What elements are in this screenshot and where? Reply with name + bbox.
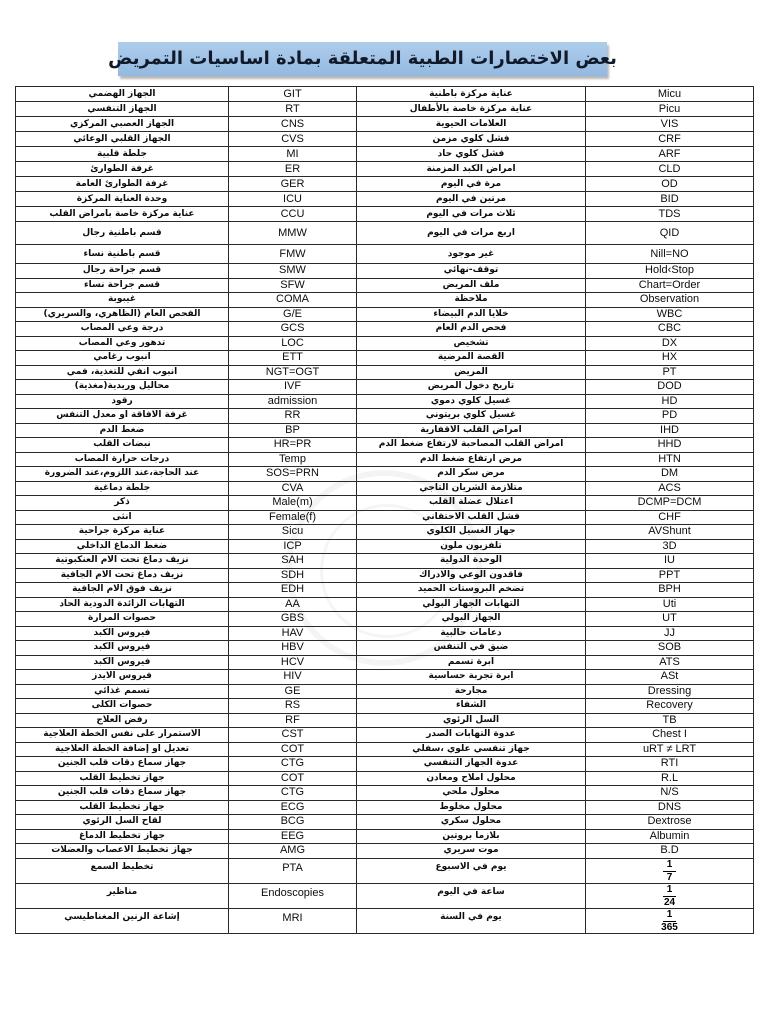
abbreviation-left-cell: SOS=PRN [229, 467, 357, 482]
table-row [16, 858, 754, 883]
abbreviation-right-cell: RTI [586, 757, 754, 772]
meaning-right-cell: موت سريري [357, 844, 586, 859]
meaning-right-cell: تاريخ دخول المريض [357, 380, 586, 395]
meaning-right-cell: فشل القلب الاحتقاني [357, 510, 586, 525]
abbreviation-left-cell: Sicu [229, 525, 357, 540]
abbreviation-left-cell: CCU [229, 207, 357, 222]
meaning-right-cell: غسيل كلوي دموي [357, 394, 586, 409]
meaning-right-cell: السل الرئوي [357, 713, 586, 728]
meaning-left-cell: تدهور وعي المصاب [16, 336, 229, 351]
meaning-right-cell: امراض القلب المصاحبة لارتفاع ضغط الدم [357, 438, 586, 453]
meaning-right-cell: مرة في اليوم [357, 177, 586, 192]
abbreviations-table [15, 86, 754, 934]
table-row [16, 293, 754, 308]
meaning-left-cell: جهاز سماع دقات قلب الجنين [16, 786, 229, 801]
abbreviation-right-cell: Dressing [586, 684, 754, 699]
meaning-right-cell: ملف المريض [357, 278, 586, 293]
abbreviation-right-cell: Uti [586, 597, 754, 612]
table-row [16, 438, 754, 453]
table-row [16, 336, 754, 351]
meaning-right-cell: محلول مخلوط [357, 800, 586, 815]
abbreviation-left-cell: COT [229, 771, 357, 786]
meaning-right-cell: عدوة التهابات الصدر [357, 728, 586, 743]
meaning-left-cell: فيروس الكبد [16, 655, 229, 670]
abbreviation-right-cell: ARF [586, 147, 754, 162]
meaning-left-cell: فيروس الايدز [16, 670, 229, 685]
abbreviation-right-cell: R.L [586, 771, 754, 786]
meaning-left-cell: مناظير [16, 883, 229, 908]
table-row [16, 496, 754, 511]
meaning-left-cell: تعديل او إضافة الخطة العلاجية [16, 742, 229, 757]
abbreviation-right-cell: DX [586, 336, 754, 351]
meaning-left-cell: حصوات المرارة [16, 612, 229, 627]
meaning-right-cell: ابرة تجربة حساسية [357, 670, 586, 685]
abbreviation-right-cell: ASt [586, 670, 754, 685]
meaning-left-cell: ضغط الدماغ الداخلي [16, 539, 229, 554]
table-row [16, 147, 754, 162]
abbreviation-left-cell: GCS [229, 322, 357, 337]
abbreviation-right-cell: TDS [586, 207, 754, 222]
meaning-left-cell: غيبوبة [16, 293, 229, 308]
abbreviation-right-cell: DCMP=DCM [586, 496, 754, 511]
abbreviation-right-cell [586, 908, 754, 933]
meaning-left-cell: الاستمرار على نفس الخطة العلاجية [16, 728, 229, 743]
meaning-right-cell: الجهاز البولي [357, 612, 586, 627]
abbreviation-right-cell: Albumin [586, 829, 754, 844]
abbreviation-right-cell [586, 883, 754, 908]
table-row [16, 87, 754, 102]
table-row [16, 177, 754, 192]
table-row [16, 626, 754, 641]
abbreviation-left-cell: COT [229, 742, 357, 757]
abbreviation-right-cell: Recovery [586, 699, 754, 714]
meaning-left-cell: نبضات القلب [16, 438, 229, 453]
table-row [16, 117, 754, 132]
abbreviation-right-cell: ATS [586, 655, 754, 670]
meaning-left-cell: الفحص العام (الظاهري، والسريري) [16, 307, 229, 322]
meaning-right-cell: يوم في السنة [357, 908, 586, 933]
meaning-left-cell: جهاز تخطيط الدماغ [16, 829, 229, 844]
table-row [16, 655, 754, 670]
meaning-right-cell: عناية مركزة باطنية [357, 87, 586, 102]
meaning-left-cell: نزيف دماغ تحت الام الجافية [16, 568, 229, 583]
table-row [16, 641, 754, 656]
abbreviation-left-cell: AMG [229, 844, 357, 859]
abbreviation-right-cell: BID [586, 192, 754, 207]
abbreviation-right-cell: SOB [586, 641, 754, 656]
table-row [16, 612, 754, 627]
abbreviation-left-cell: HCV [229, 655, 357, 670]
table-row [16, 539, 754, 554]
meaning-right-cell: دعامات حالبية [357, 626, 586, 641]
table-row [16, 597, 754, 612]
meaning-left-cell: غرفة الطوارئ [16, 162, 229, 177]
abbreviation-left-cell: RR [229, 409, 357, 424]
meaning-right-cell: محلول املاح ومعادن [357, 771, 586, 786]
fraction-denominator: 24 [663, 896, 676, 908]
meaning-right-cell: اربع مرات في اليوم [357, 222, 586, 245]
abbreviation-right-cell: Chest I [586, 728, 754, 743]
abbreviation-left-cell: G/E [229, 307, 357, 322]
table-row [16, 786, 754, 801]
abbreviation-left-cell: Male(m) [229, 496, 357, 511]
abbreviation-left-cell: RS [229, 699, 357, 714]
meaning-right-cell: تلفزيون ملون [357, 539, 586, 554]
table-row [16, 245, 754, 264]
meaning-left-cell: حصوات الكلى [16, 699, 229, 714]
meaning-left-cell: قسم جراحة نساء [16, 278, 229, 293]
meaning-left-cell: انبوب رغامي [16, 351, 229, 366]
table-row [16, 132, 754, 147]
table-row [16, 908, 754, 933]
abbreviation-left-cell: NGT=OGT [229, 365, 357, 380]
abbreviation-right-cell: HX [586, 351, 754, 366]
abbreviation-left-cell: Temp [229, 452, 357, 467]
meaning-right-cell: العلامات الحيوية [357, 117, 586, 132]
fraction-denominator: 365 [661, 921, 678, 933]
table-row [16, 102, 754, 117]
meaning-right-cell: مرتين في اليوم [357, 192, 586, 207]
abbreviation-left-cell: BCG [229, 815, 357, 830]
abbreviation-right-cell: uRT ≠ LRT [586, 742, 754, 757]
abbreviation-right-cell: Dextrose [586, 815, 754, 830]
abbreviation-left-cell: GBS [229, 612, 357, 627]
meaning-right-cell: جهاز تنفسي علوي ،سفلي [357, 742, 586, 757]
abbreviation-right-cell: PD [586, 409, 754, 424]
fraction [663, 860, 677, 883]
abbreviation-left-cell: HIV [229, 670, 357, 685]
abbreviation-right-cell: OD [586, 177, 754, 192]
meaning-right-cell: فشل كلوي حاد [357, 147, 586, 162]
table-row [16, 815, 754, 830]
meaning-left-cell: غرفة الطوارئ العامة [16, 177, 229, 192]
abbreviation-right-cell: DOD [586, 380, 754, 395]
meaning-left-cell: التهابات الزائدة الدودية الحاد [16, 597, 229, 612]
table-row [16, 525, 754, 540]
meaning-right-cell: محلول ملحي [357, 786, 586, 801]
abbreviation-right-cell: HTN [586, 452, 754, 467]
meaning-right-cell: الشفاء [357, 699, 586, 714]
meaning-left-cell: انثى [16, 510, 229, 525]
meaning-left-cell: عناية مركزة خاصة بامراض القلب [16, 207, 229, 222]
abbreviation-right-cell: HD [586, 394, 754, 409]
abbreviation-left-cell: EDH [229, 583, 357, 598]
abbreviation-right-cell: QID [586, 222, 754, 245]
table-row [16, 844, 754, 859]
table-row [16, 409, 754, 424]
fraction-numerator: 1 [663, 860, 677, 872]
meaning-left-cell: غرفة الافاقة او معدل التنفس [16, 409, 229, 424]
fraction-numerator: 1 [663, 885, 677, 897]
abbreviation-left-cell: SFW [229, 278, 357, 293]
meaning-left-cell: الجهاز الهضمي [16, 87, 229, 102]
meaning-left-cell: نزيف دماغ تحت الام العنكبوتية [16, 554, 229, 569]
table-row [16, 394, 754, 409]
meaning-left-cell: قسم باطنية نساء [16, 245, 229, 264]
meaning-right-cell: القصة المرضية [357, 351, 586, 366]
abbreviation-right-cell: PT [586, 365, 754, 380]
table-row [16, 278, 754, 293]
abbreviation-right-cell: TB [586, 713, 754, 728]
meaning-right-cell: مرض سكر الدم [357, 467, 586, 482]
table-row [16, 728, 754, 743]
fraction [661, 910, 678, 933]
meaning-right-cell: ملاحظة [357, 293, 586, 308]
abbreviation-right-cell: HHD [586, 438, 754, 453]
table-row [16, 883, 754, 908]
meaning-left-cell: جهاز تخطيط الاعصاب والعضلات [16, 844, 229, 859]
abbreviation-right-cell: DNS [586, 800, 754, 815]
meaning-right-cell: امراض القلب الاقفارية [357, 423, 586, 438]
table-row [16, 423, 754, 438]
meaning-left-cell: ضغط الدم [16, 423, 229, 438]
table-row [16, 162, 754, 177]
abbreviation-left-cell: HR=PR [229, 438, 357, 453]
meaning-left-cell: نزيف فوق الام الجافية [16, 583, 229, 598]
abbreviation-right-cell: N/S [586, 786, 754, 801]
abbreviation-right-cell: IU [586, 554, 754, 569]
table-row [16, 742, 754, 757]
meaning-left-cell: عناية مركزة جراحية [16, 525, 229, 540]
abbreviation-left-cell: SAH [229, 554, 357, 569]
abbreviation-right-cell: AVShunt [586, 525, 754, 540]
fraction [663, 885, 677, 908]
abbreviation-left-cell: LOC [229, 336, 357, 351]
fraction-numerator: 1 [663, 910, 677, 922]
meaning-right-cell: الوحدة الدولية [357, 554, 586, 569]
abbreviation-right-cell: IHD [586, 423, 754, 438]
table-row [16, 568, 754, 583]
table-row [16, 307, 754, 322]
meaning-right-cell: فشل كلوي مزمن [357, 132, 586, 147]
meaning-right-cell: غير موجود [357, 245, 586, 264]
meaning-right-cell: فاقدون الوعي والادراك [357, 568, 586, 583]
meaning-left-cell: لقاح السل الرئوي [16, 815, 229, 830]
table-row [16, 264, 754, 279]
meaning-left-cell: الجهاز التنفسي [16, 102, 229, 117]
document-title: بعض الاختصارات الطبية المتعلقة بمادة اساسيات التمريض [108, 48, 617, 69]
table-row [16, 771, 754, 786]
meaning-right-cell: التهابات الجهاز البولي [357, 597, 586, 612]
abbreviation-left-cell: CST [229, 728, 357, 743]
meaning-right-cell: عناية مركزة خاصة بالأطفال [357, 102, 586, 117]
table-row [16, 481, 754, 496]
meaning-right-cell: المريض [357, 365, 586, 380]
meaning-left-cell: فيروس الكبد [16, 641, 229, 656]
abbreviation-left-cell: SDH [229, 568, 357, 583]
meaning-right-cell: ثلاث مرات في اليوم [357, 207, 586, 222]
fraction-denominator: 7 [666, 871, 673, 883]
title-banner [108, 42, 617, 76]
abbreviation-right-cell [586, 858, 754, 883]
table-row [16, 222, 754, 245]
table-row [16, 684, 754, 699]
meaning-right-cell: مرض ارتفاع ضغط الدم [357, 452, 586, 467]
meaning-left-cell: انبوب انفي للتغذية، فمي [16, 365, 229, 380]
table-row [16, 583, 754, 598]
meaning-right-cell: تشخيص [357, 336, 586, 351]
table-row [16, 757, 754, 772]
meaning-left-cell: تسمم غذائي [16, 684, 229, 699]
abbreviation-left-cell: HBV [229, 641, 357, 656]
abbreviation-right-cell: UT [586, 612, 754, 627]
meaning-left-cell: قسم باطنية رجال [16, 222, 229, 245]
table-row [16, 380, 754, 395]
meaning-left-cell: جهاز تخطيط القلب [16, 771, 229, 786]
abbreviation-right-cell: Hold‹Stop [586, 264, 754, 279]
table-row [16, 192, 754, 207]
meaning-right-cell: فحص الدم العام [357, 322, 586, 337]
meaning-right-cell: بلازما بروتين [357, 829, 586, 844]
abbreviation-left-cell: RT [229, 102, 357, 117]
meaning-left-cell: إشاعة الرنين المغناطيسي [16, 908, 229, 933]
abbreviation-left-cell: GE [229, 684, 357, 699]
abbreviation-left-cell: CNS [229, 117, 357, 132]
meaning-right-cell: يوم في الاسبوع [357, 858, 586, 883]
abbreviation-left-cell: GIT [229, 87, 357, 102]
abbreviation-right-cell: Picu [586, 102, 754, 117]
abbreviation-left-cell: CVA [229, 481, 357, 496]
abbreviation-left-cell: ER [229, 162, 357, 177]
meaning-left-cell: ذكر [16, 496, 229, 511]
abbreviation-right-cell: Observation [586, 293, 754, 308]
abbreviation-left-cell: ECG [229, 800, 357, 815]
abbreviation-right-cell: CHF [586, 510, 754, 525]
table-row [16, 452, 754, 467]
abbreviation-left-cell: RF [229, 713, 357, 728]
abbreviation-right-cell: WBC [586, 307, 754, 322]
abbreviation-right-cell: JJ [586, 626, 754, 641]
meaning-left-cell: قسم جراحة رجال [16, 264, 229, 279]
meaning-right-cell: مجارحة [357, 684, 586, 699]
table-row [16, 467, 754, 482]
abbreviation-left-cell: ICU [229, 192, 357, 207]
meaning-left-cell: وحدة العناية المركزة [16, 192, 229, 207]
abbreviation-left-cell: admission [229, 394, 357, 409]
abbreviation-right-cell: ACS [586, 481, 754, 496]
abbreviation-left-cell: MMW [229, 222, 357, 245]
abbreviation-left-cell: MI [229, 147, 357, 162]
meaning-left-cell: عند الحاجة،عند اللزوم،عند الضرورة [16, 467, 229, 482]
abbreviation-left-cell: CTG [229, 786, 357, 801]
table-row [16, 365, 754, 380]
table-row [16, 800, 754, 815]
abbreviation-right-cell: B.D [586, 844, 754, 859]
table-row [16, 510, 754, 525]
meaning-right-cell: ساعة في اليوم [357, 883, 586, 908]
meaning-left-cell: جلطة قلبية [16, 147, 229, 162]
meaning-left-cell: جهاز سماع دقات قلب الجنين [16, 757, 229, 772]
meaning-left-cell: الجهاز القلبي الوعائي [16, 132, 229, 147]
abbreviation-left-cell: BP [229, 423, 357, 438]
abbreviation-left-cell: FMW [229, 245, 357, 264]
meaning-right-cell: محلول سكري [357, 815, 586, 830]
meaning-left-cell: جلطة دماغية [16, 481, 229, 496]
abbreviation-left-cell: Female(f) [229, 510, 357, 525]
meaning-right-cell: غسيل كلوي بريتوني [357, 409, 586, 424]
meaning-right-cell: متلازمة الشريان التاجي [357, 481, 586, 496]
abbreviation-left-cell: IVF [229, 380, 357, 395]
meaning-left-cell: جهاز تخطيط القلب [16, 800, 229, 815]
table-row [16, 554, 754, 569]
abbreviation-left-cell: EEG [229, 829, 357, 844]
abbreviation-right-cell: PPT [586, 568, 754, 583]
abbreviation-left-cell: CVS [229, 132, 357, 147]
abbreviation-right-cell: 3D [586, 539, 754, 554]
abbreviation-right-cell: CLD [586, 162, 754, 177]
meaning-right-cell: اعتلال عضلة القلب [357, 496, 586, 511]
abbreviation-left-cell: COMA [229, 293, 357, 308]
abbreviation-right-cell: CRF [586, 132, 754, 147]
abbreviation-left-cell: GER [229, 177, 357, 192]
meaning-right-cell: خلايا الدم البيضاء [357, 307, 586, 322]
meaning-right-cell: ضيق في التنفس [357, 641, 586, 656]
abbreviation-left-cell: CTG [229, 757, 357, 772]
meaning-left-cell: فيروس الكبد [16, 626, 229, 641]
abbreviation-left-cell: AA [229, 597, 357, 612]
abbreviation-right-cell: Nill=NO [586, 245, 754, 264]
table-row [16, 699, 754, 714]
abbreviation-right-cell: DM [586, 467, 754, 482]
abbreviations-table-body [16, 87, 754, 934]
meaning-right-cell: امراض الكبد المزمنة [357, 162, 586, 177]
abbreviation-right-cell: Chart=Order [586, 278, 754, 293]
table-row [16, 829, 754, 844]
meaning-left-cell: درجة وعي المصاب [16, 322, 229, 337]
table-row [16, 207, 754, 222]
meaning-right-cell: جهاز الغسيل الكلوي [357, 525, 586, 540]
abbreviation-left-cell: PTA [229, 858, 357, 883]
meaning-right-cell: تضخم البروستات الحميد [357, 583, 586, 598]
meaning-left-cell: تخطيط السمع [16, 858, 229, 883]
table-row [16, 670, 754, 685]
abbreviation-right-cell: VIS [586, 117, 754, 132]
meaning-right-cell: ابرة تسمم [357, 655, 586, 670]
meaning-left-cell: رقود [16, 394, 229, 409]
abbreviation-right-cell: BPH [586, 583, 754, 598]
abbreviation-right-cell: CBC [586, 322, 754, 337]
meaning-left-cell: درجات حرارة المصاب [16, 452, 229, 467]
table-row [16, 322, 754, 337]
table-row [16, 351, 754, 366]
meaning-left-cell: رفض العلاج [16, 713, 229, 728]
abbreviation-left-cell: SMW [229, 264, 357, 279]
abbreviation-left-cell: HAV [229, 626, 357, 641]
meaning-left-cell: محاليل وريدية(مغذية) [16, 380, 229, 395]
abbreviation-left-cell: MRI [229, 908, 357, 933]
abbreviation-left-cell: ETT [229, 351, 357, 366]
abbreviation-left-cell: Endoscopies [229, 883, 357, 908]
abbreviation-right-cell: Micu [586, 87, 754, 102]
meaning-right-cell: توقف-نهائي [357, 264, 586, 279]
abbreviation-left-cell: ICP [229, 539, 357, 554]
meaning-left-cell: الجهاز العصبي المركزي [16, 117, 229, 132]
table-row [16, 713, 754, 728]
meaning-right-cell: عدوة الجهاز التنفسي [357, 757, 586, 772]
